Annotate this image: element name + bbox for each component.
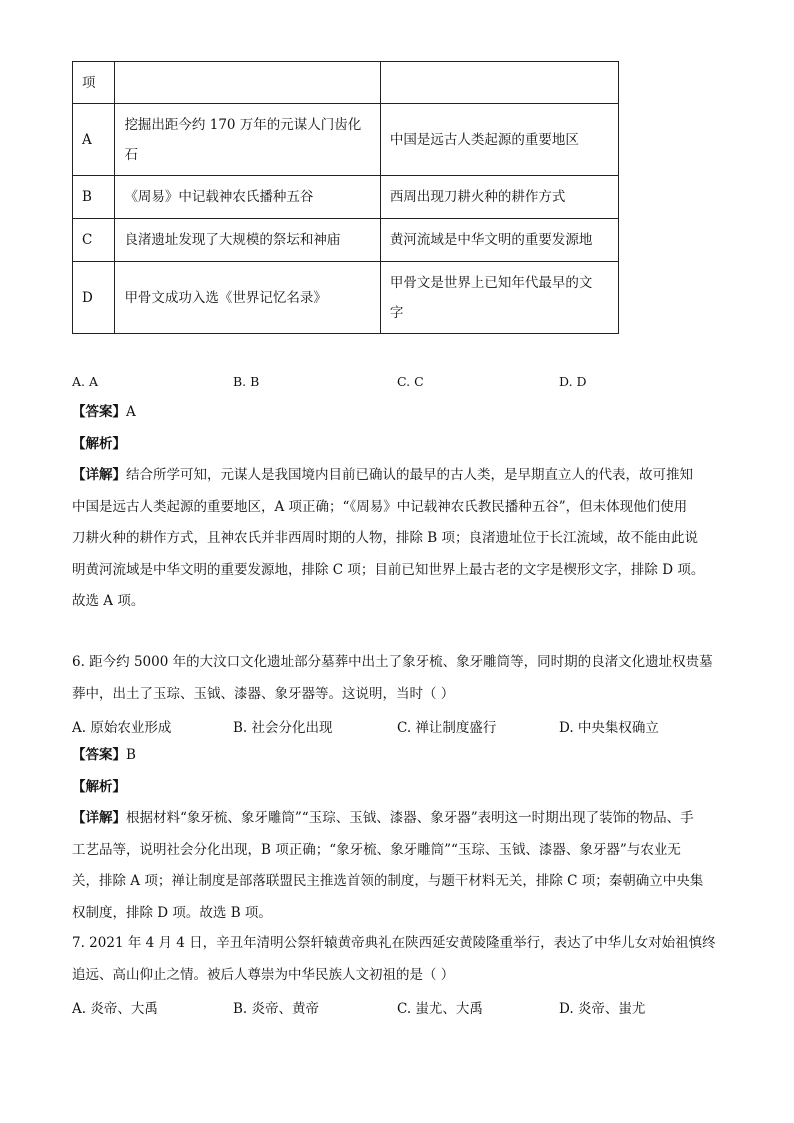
detail-text: 根据材料“象牙梳、象牙雕筒”“玉琮、玉钺、漆器、象牙器”表明这一时期出现了装饰的物品、手 (126, 810, 694, 826)
option-a: A. 炎帝、大禹 (72, 1001, 158, 1017)
detail-line: 故选 A 项。 (72, 593, 145, 609)
answer-tag: 【答案】 (72, 747, 126, 763)
table-row (73, 262, 619, 334)
question-5-table (72, 61, 619, 334)
cell-line: 西周出现刀耕火种的耕作方式 (389, 189, 566, 205)
question-7-stem (72, 928, 724, 991)
row-label-cell: D (73, 262, 115, 334)
answer-line (72, 740, 724, 772)
stem-line: 6. 距今约 5000 年的大汶口文化遗址部分墓葬中出土了象牙梳、象牙雕筒等，同时期的良渚文化遗址权贵墓 (72, 654, 713, 670)
detail-line: 工艺品等，说明社会分化出现，B 项正确；“象牙梳、象牙雕筒”“玉琮、玉钺、漆器、象牙器”与农业无 (72, 841, 681, 858)
row-label-cell: C (73, 219, 115, 262)
cell-line: 黄河流域是中华文明的重要发源地 (389, 232, 593, 248)
question-5-solution (72, 397, 724, 618)
detail-tag: 【详解】 (72, 810, 126, 826)
detail-line: 明黄河流域是中华文明的重要发源地，排除 C 项；目前已知世界上最古老的文字是楔形文字，排除 D 项。 (72, 561, 705, 578)
option-b: B. B (233, 374, 260, 389)
row-label-cell: B (73, 176, 115, 219)
table-header-row (73, 62, 619, 104)
question-6-solution (72, 740, 724, 929)
cell-line: 中国是远古人类起源的重要地区 (389, 131, 579, 148)
detail-line: 权制度，排除 D 项。故选 B 项。 (72, 904, 272, 921)
row-label-cell: A (73, 104, 115, 176)
cell-line: 甲骨文成功入选《世界记忆名录》 (124, 289, 327, 306)
row-conclusion-cell (380, 262, 618, 334)
row-fact-cell (115, 104, 380, 176)
row-conclusion-cell (380, 176, 618, 219)
row-fact-cell (115, 262, 380, 334)
table-row (73, 104, 619, 176)
option-a: A. 原始农业形成 (72, 720, 172, 736)
option-c: C. 禅让制度盛行 (397, 720, 497, 736)
option-c: C. 蚩尤、大禹 (397, 1001, 483, 1017)
cell-line: 石 (124, 146, 138, 163)
row-fact-cell (115, 176, 380, 219)
option-d: D. 中央集权确立 (559, 720, 659, 736)
cell-line: 甲骨文是世界上已知年代最早的文 (389, 274, 593, 291)
detail-line (72, 803, 724, 835)
detail-line: 刀耕火种的耕作方式，且神农氏并非西周时期的人物，排除 B 项；良渚遗址位于长江流域，故不能由此说 (72, 530, 699, 546)
detail-text: 结合所学可知，元谋人是我国境内目前已确认的最早的古人类，是早期直立人的代表，故可推知 (126, 467, 693, 483)
stem-line: 葬中，出土了玉琮、玉钺、漆器、象牙器等。这说明，当时（ ） (72, 685, 455, 702)
table-row (73, 176, 619, 219)
answer-value: A (126, 404, 136, 420)
cell-line: 字 (389, 304, 404, 321)
cell-line: 良渚遗址发现了大规模的祭坛和神庙 (124, 232, 341, 248)
header-conclusion-cell (380, 62, 618, 104)
question-6-stem (72, 647, 724, 710)
option-b: B. 炎帝、黄帝 (233, 1001, 320, 1017)
option-b: B. 社会分化出现 (233, 720, 333, 736)
option-d: D. D (559, 374, 587, 389)
question-5-options (72, 374, 732, 394)
row-conclusion-cell (380, 219, 618, 262)
option-a: A. A (72, 374, 99, 389)
answer-tag: 【答案】 (72, 404, 126, 420)
question-7-options (72, 997, 732, 1017)
question-6-options (72, 716, 732, 736)
header-label-cell: 项 (73, 62, 115, 104)
analysis-heading: 【解析】 (72, 435, 126, 452)
detail-line: 中国是远古人类起源的重要地区，A 项正确；“《周易》中记载神农氏教民播种五谷”，但未体现他们使用 (72, 498, 688, 515)
option-c: C. C (397, 374, 424, 389)
detail-tag: 【详解】 (72, 467, 126, 483)
stem-line: 7. 2021 年 4 月 4 日，辛丑年清明公祭轩辕黄帝典礼在陕西延安黄陵隆重举行，表达了中华儿女对始祖慎终 (72, 935, 716, 951)
table-row (73, 219, 619, 262)
answer-value: B (126, 747, 136, 763)
cell-line: 《周易》中记载神农氏播种五谷 (124, 189, 314, 205)
cell-line: 挖掘出距今约 170 万年的元谋人门齿化 (124, 116, 362, 133)
stem-line: 追远、高山仰止之情。被后人尊崇为中华民族人文初祖的是（ ） (72, 966, 455, 983)
detail-line (72, 460, 724, 492)
answer-line (72, 397, 724, 429)
row-fact-cell (115, 219, 380, 262)
row-conclusion-cell (380, 104, 618, 176)
header-fact-cell (115, 62, 380, 104)
detail-line: 关，排除 A 项；禅让制度是部落联盟民主推选首领的制度，与题干材料无关，排除 C 项；秦朝确立中央集 (72, 873, 704, 889)
option-d: D. 炎帝、蚩尤 (559, 1001, 646, 1017)
analysis-heading: 【解析】 (72, 778, 126, 795)
